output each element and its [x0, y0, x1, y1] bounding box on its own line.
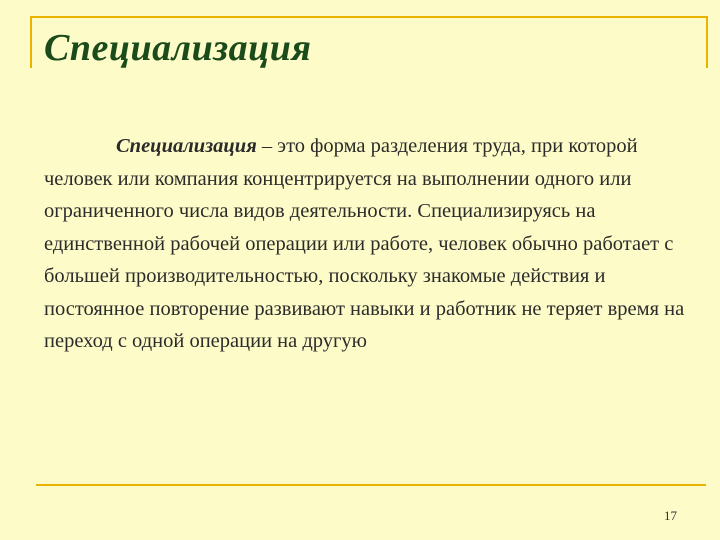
body-paragraph: [44, 130, 689, 358]
top-rule: [30, 16, 706, 18]
left-rule: [30, 16, 32, 68]
right-rule: [706, 16, 708, 68]
defined-term: Специализация: [116, 135, 257, 157]
bottom-rule: [36, 484, 706, 486]
slide-title: Специализация: [44, 27, 312, 69]
page-number: 17: [664, 508, 677, 523]
definition-dash: –: [256, 135, 278, 157]
definition-text: это форма разделения труда, при которой человек или компания концентрируется на выполнении одного или ограниченного числа видов деятельности. Специализируясь на единственной рабочей операции или работе, человек обычно работает с большей производительностью, поскольку знакомые действия и постоянное повторение развивают навыки и работник не теряет время на переход с одной операции на другую: [44, 135, 685, 352]
